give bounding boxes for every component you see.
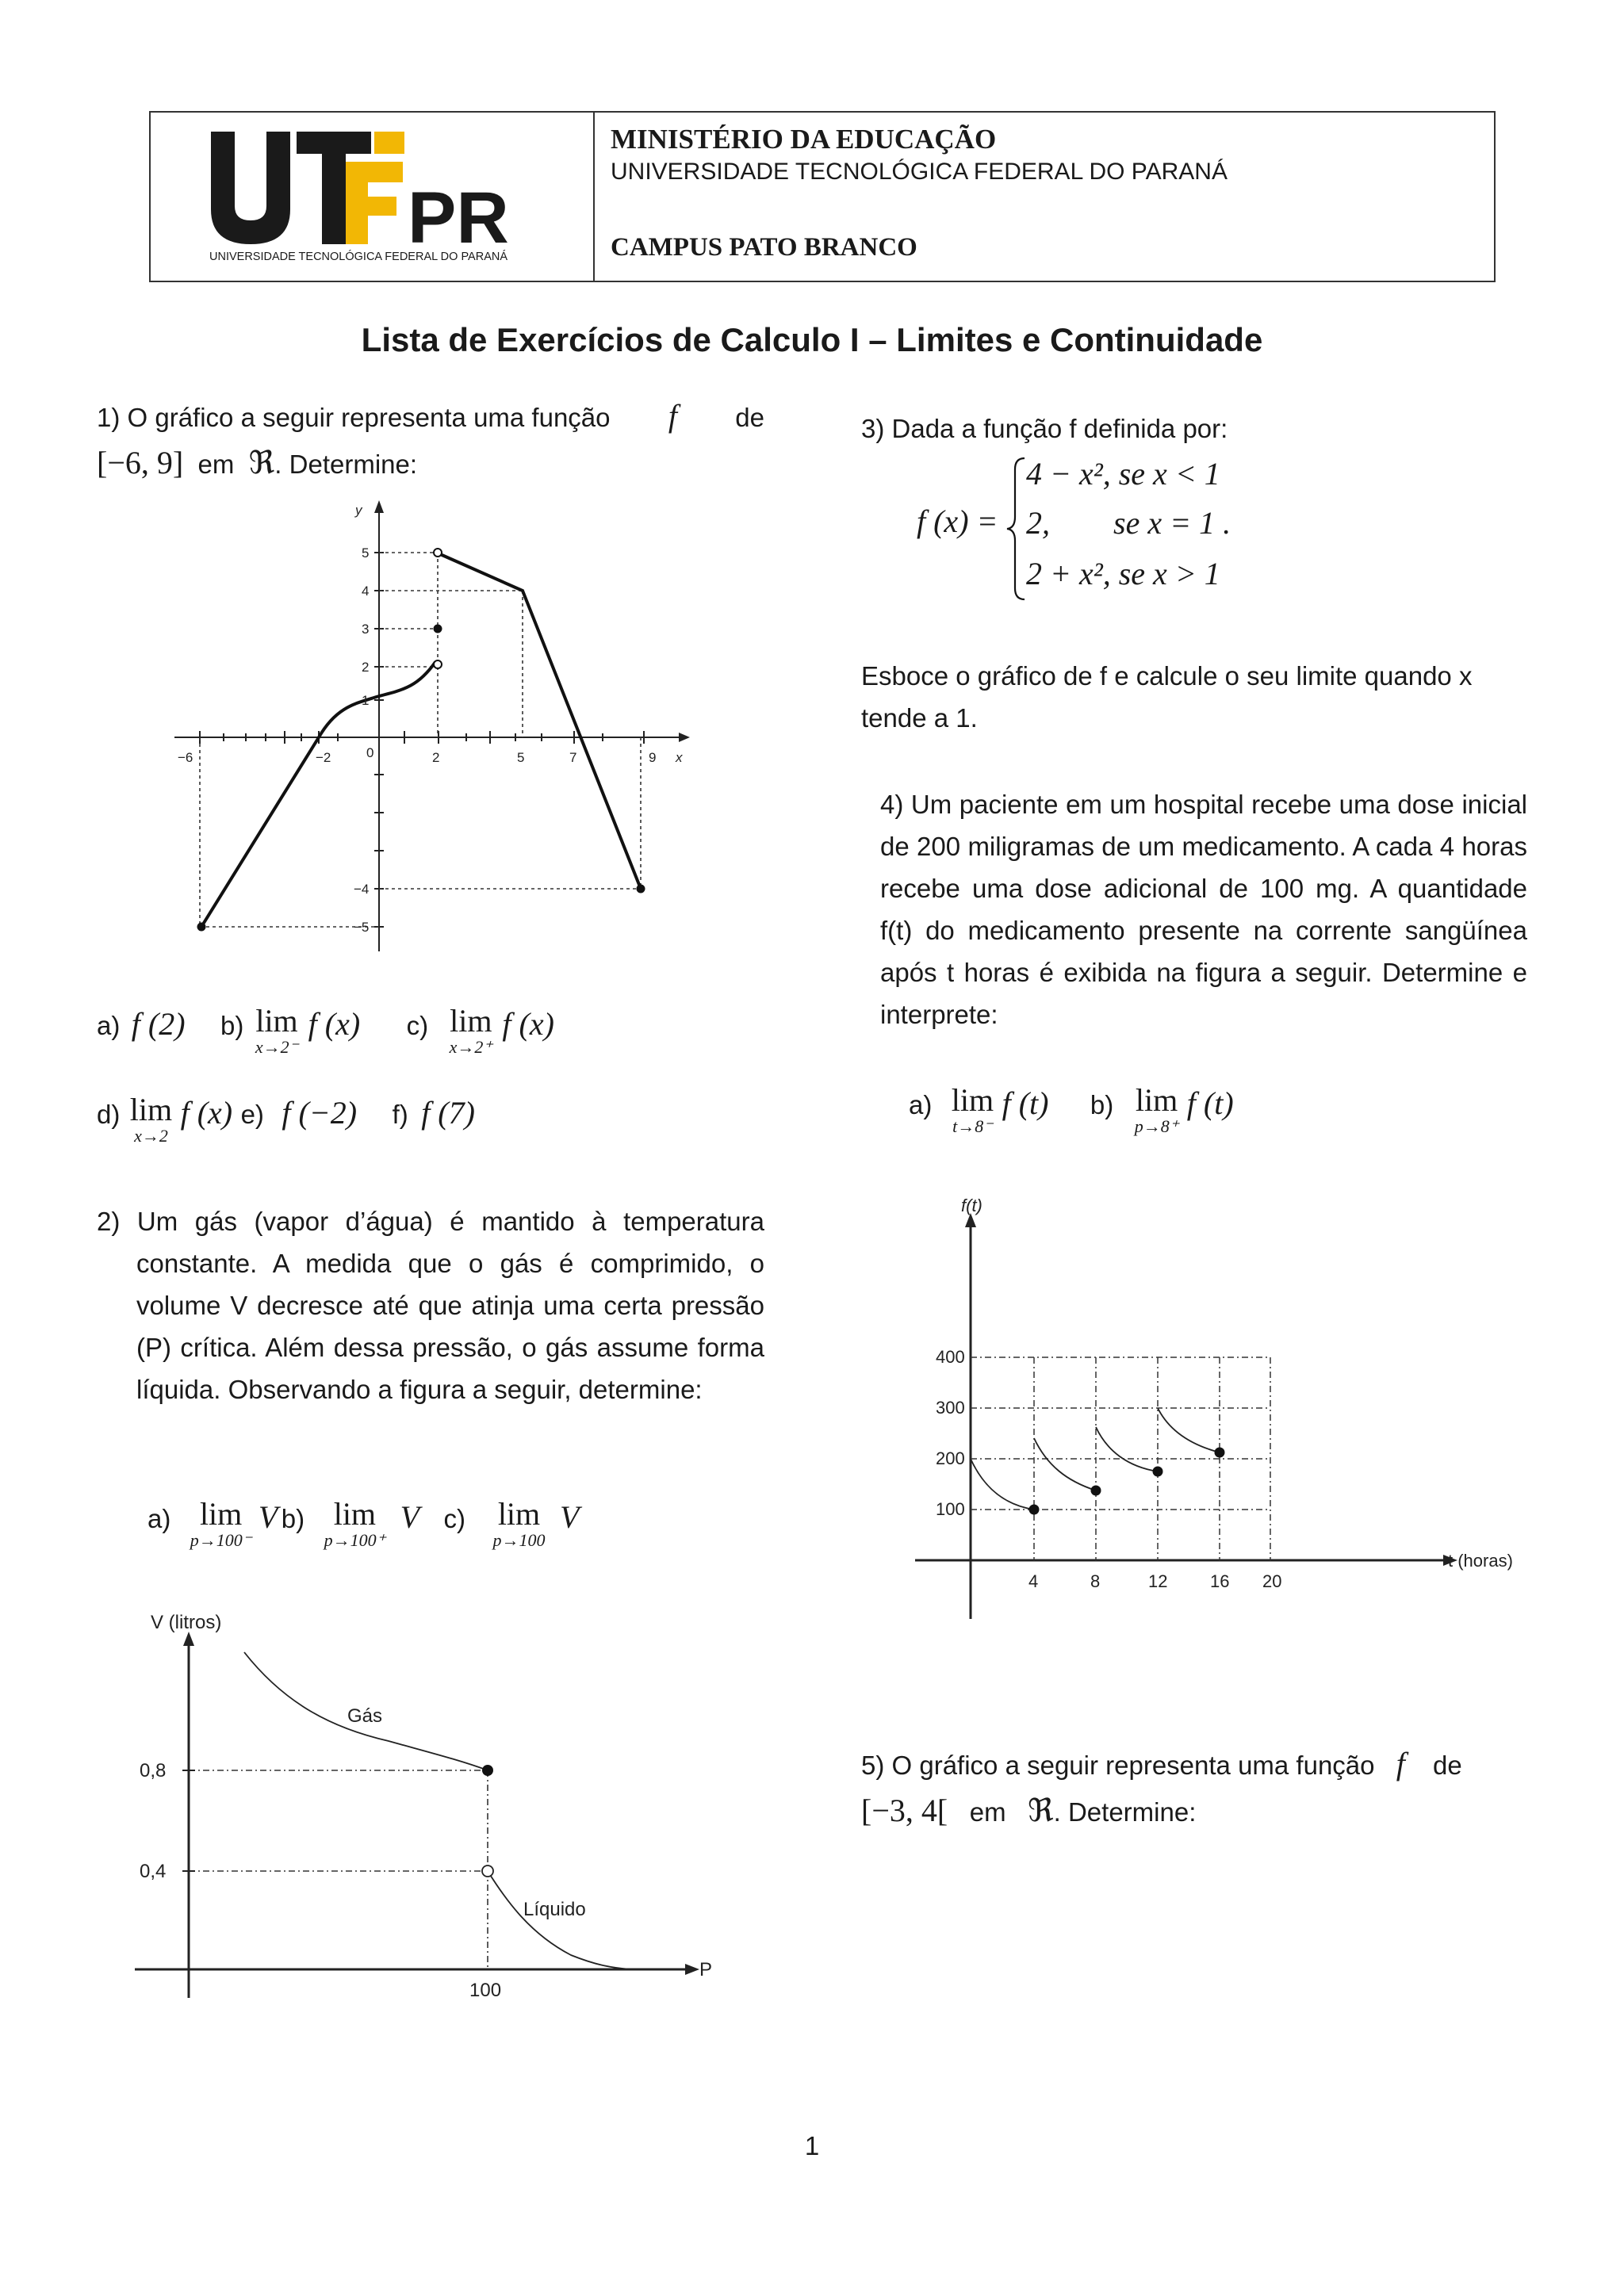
q1-x-tick: 2 [432, 750, 440, 765]
q4-text: 4) Um paciente em um hospital recebe uma dose inicial de 200 miligramas de um medicamento. A cada 4 horas recebe uma dose adicional de 100 mg. A quantidade f(t) do medicamento presente na corrente sangüínea após t horas é exibida na figura a seguir. Determine e interprete: [880, 790, 1527, 1029]
q1-y-tick: −5 [354, 920, 370, 935]
q1-point-closed [637, 885, 645, 894]
q1-c-label: c) [406, 1011, 429, 1040]
q2-y-tick: 0,8 [140, 1760, 167, 1781]
q1-reals-symbol: ℜ [248, 445, 275, 480]
q3-task: Esboce o gráfico de f e calcule o seu limite quando x tende a 1. [861, 661, 1473, 733]
q2-volume-graph [127, 1601, 730, 2014]
q4-point [1029, 1505, 1040, 1515]
q2-y-tick: 0,4 [140, 1861, 167, 1882]
q5-em-word: em [969, 1797, 1006, 1827]
utfpr-logo [206, 127, 539, 270]
q1-y-tick: 3 [362, 622, 370, 637]
q1-e-expr: f (−2) [282, 1095, 358, 1131]
q2-point-open [482, 1866, 493, 1877]
q1-a-expr: f (2) [131, 1006, 186, 1042]
q2-b-label: b) [281, 1504, 305, 1533]
q2-a-expr: V [258, 1499, 278, 1535]
q4-a-expr: f (t) [1002, 1085, 1049, 1121]
q2-a-label: a) [147, 1504, 171, 1533]
q2-x-tick: 100 [469, 1980, 502, 2001]
q5-intro-text: 5) O gráfico a seguir representa uma função [861, 1751, 1375, 1780]
logo-letter-f [346, 162, 403, 244]
q4-x-label: t (horas) [1448, 1551, 1513, 1571]
q5-intro [861, 1743, 1519, 1833]
q4-decay-curve [971, 1459, 1034, 1510]
q1-curve-left [201, 662, 435, 927]
q1-y-tick: 2 [362, 660, 370, 675]
logo-accent [374, 132, 404, 154]
q2-b-expr: V [400, 1499, 420, 1535]
q1-point-closed [197, 923, 206, 932]
q1-x-label: x [676, 750, 683, 765]
q4-x-tick: 4 [1028, 1571, 1039, 1591]
q1-d-label: d) [97, 1100, 121, 1129]
q4-point [1091, 1486, 1101, 1496]
q1-determine: . Determine: [274, 450, 418, 479]
q3-case1: 4 − x², se x < 1 [1026, 456, 1220, 492]
q1-x-tick: 5 [517, 750, 525, 765]
q5-de-word: de [1432, 1751, 1462, 1780]
q1-d-expr: f (x) [180, 1095, 233, 1131]
q1-point-open [434, 660, 442, 668]
q1-x-tick: 9 [649, 750, 657, 765]
q4-b-label: b) [1090, 1090, 1114, 1119]
q4-x-tick: 12 [1148, 1571, 1168, 1591]
q1-f-label: f) [392, 1100, 408, 1129]
logo-cell [151, 113, 595, 281]
q4-dose-graph [904, 1189, 1530, 1625]
q1-curve-right [440, 554, 641, 889]
q4-x-tick: 16 [1210, 1571, 1230, 1591]
q4-y-tick: 100 [936, 1499, 965, 1519]
q3-piecewise [912, 453, 1253, 604]
q1-a-label: a) [97, 1011, 121, 1040]
q1-y-arrow [374, 500, 384, 513]
q1-b-label: b) [220, 1011, 244, 1040]
q1-y-tick: −4 [354, 882, 370, 897]
q1-intro-text: 1) O gráfico a seguir representa uma função [97, 403, 611, 432]
q1-em-word: em [197, 450, 235, 479]
header-box [149, 111, 1496, 282]
logo-letters-pr: PR [408, 178, 509, 258]
q4-b-expr: f (t) [1186, 1085, 1234, 1121]
institution-cell [595, 113, 1494, 281]
q5-f-symbol: f [1396, 1746, 1405, 1781]
q1-f-symbol: f [668, 398, 677, 434]
logo-letter-u [211, 132, 290, 244]
q3-case2: 2, se x = 1 . [1026, 505, 1231, 541]
q4-grid [971, 1357, 1270, 1560]
q2-text: 2) Um gás (vapor d’água) é mantido à temperatura constante. A medida que o gás é comprimido, o volume V decresce até que atinja uma certa pressão (P) crítica. Além dessa pressão, o gás assume forma líquida. Observando a figura a seguir, determine: [97, 1207, 764, 1404]
q4-x-tick: 20 [1262, 1571, 1282, 1591]
q1-y-tick: 1 [362, 693, 370, 708]
q2-y-arrow [183, 1632, 194, 1646]
q1-y-tick: 4 [362, 584, 370, 599]
q1-de-word: de [735, 403, 764, 432]
q1-f-expr: f (7) [421, 1095, 475, 1131]
q4-y-tick: 300 [936, 1398, 965, 1418]
q4-a-label: a) [909, 1090, 933, 1119]
q1-b-expr: f (x) [308, 1006, 361, 1042]
q2-point-closed [482, 1765, 493, 1776]
q3-lhs: f (x) = [917, 503, 998, 539]
q1-c-expr: f (x) [502, 1006, 554, 1042]
q1-interval: [−6, 9] [97, 445, 184, 480]
q1-y-label: y [355, 503, 362, 518]
q4-x-tick: 8 [1090, 1571, 1101, 1591]
logo-subtitle: UNIVERSIDADE TECNOLÓGICA FEDERAL DO PARANÁ [209, 251, 508, 263]
q2-x-label: P [699, 1959, 713, 1980]
q3-intro: 3) Dada a função f definida por: [861, 414, 1228, 443]
q1-function-graph [167, 496, 706, 955]
q1-x-tick: 0 [366, 745, 374, 760]
q2-c-label: c) [443, 1504, 466, 1533]
q1-point-closed [434, 625, 442, 633]
q1-y-tick: 5 [362, 545, 370, 561]
q5-interval: [−3, 4[ [861, 1793, 948, 1828]
ministry-name: MINISTÉRIO DA EDUCAÇÃO [611, 124, 997, 155]
page-title: Lista de Exercícios de Calculo I – Limites e Continuidade [361, 321, 1263, 358]
q1-x-tick: −2 [316, 750, 331, 765]
q4-items: a) lim t→8⁻ f (t) b) lim p→8⁺ f (t) [909, 1082, 1234, 1136]
q5-reals-symbol: ℜ [1028, 1793, 1054, 1828]
university-name: UNIVERSIDADE TECNOLÓGICA FEDERAL DO PARANÁ [611, 159, 1228, 185]
q4-point [1153, 1467, 1163, 1477]
q2-liquid-label: Líquido [523, 1899, 586, 1920]
campus-name: CAMPUS PATO BRANCO [611, 233, 917, 262]
q1-items-row1: a) f (2) b) lim x→2⁻ f (x) c) lim x→2⁺ f (x) [97, 1003, 554, 1057]
q2-items: a) lim p→100⁻ V b) lim p→100⁺ V c) lim p→100 V [147, 1496, 580, 1550]
q2-c-expr: V [559, 1499, 580, 1535]
q1-x-arrow [679, 733, 690, 742]
q1-items-row2: d) lim x→2 f (x) e) f (−2) f) f (7) [97, 1092, 475, 1146]
q2-liquid-curve [488, 1871, 630, 1969]
q4-y-label: f(t) [961, 1196, 982, 1215]
q1-intro [97, 395, 764, 485]
q2-gas-label: Gás [347, 1705, 383, 1727]
q4-y-tick: 200 [936, 1448, 965, 1468]
page-number: 1 [804, 2131, 820, 2160]
q4-decay-curve [1034, 1438, 1096, 1490]
q2-x-arrow [685, 1964, 699, 1975]
q5-determine: . Determine: [1053, 1797, 1197, 1827]
q1-point-open [434, 549, 442, 557]
q4-point [1215, 1448, 1225, 1458]
q1-x-tick: 7 [569, 750, 577, 765]
q4-decay-curve [1158, 1408, 1220, 1452]
q4-y-tick: 400 [936, 1347, 965, 1367]
q2-y-label: V (litros) [151, 1612, 222, 1633]
q1-x-tick: −6 [178, 750, 193, 765]
q4-decay-curve [1096, 1427, 1158, 1471]
q3-case3: 2 + x², se x > 1 [1026, 556, 1220, 591]
q1-e-label: e) [240, 1100, 264, 1129]
